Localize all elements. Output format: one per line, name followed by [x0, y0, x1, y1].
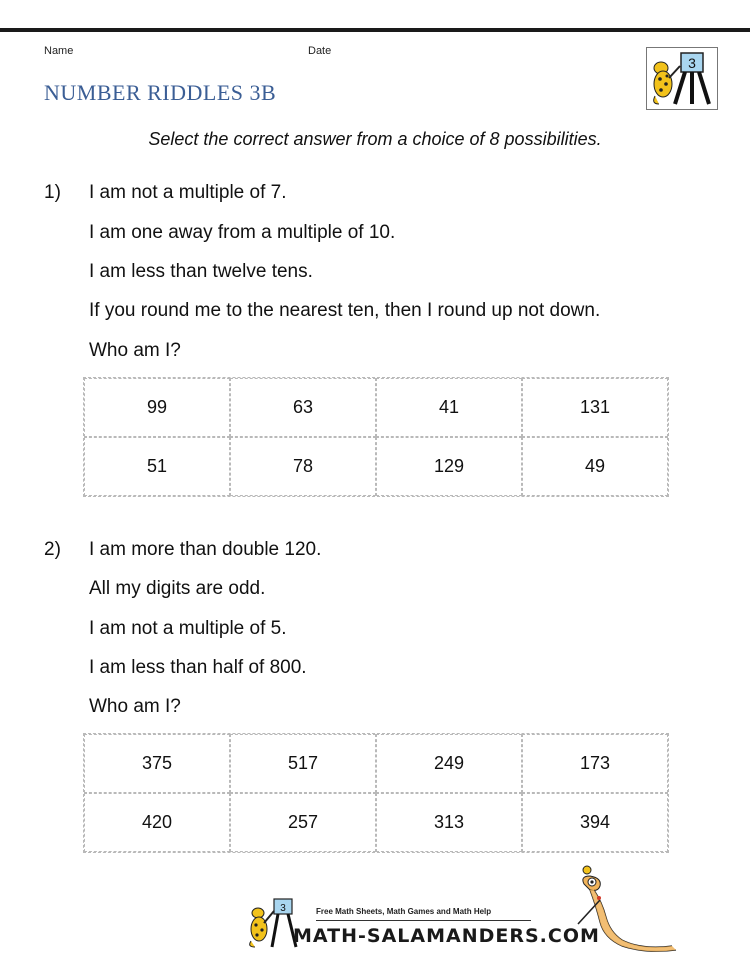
answer-choice[interactable]: 129 [376, 437, 522, 496]
question-line: If you round me to the nearest ten, then I round up not down. [89, 300, 601, 321]
answer-choice[interactable]: 517 [230, 734, 376, 793]
answer-choice[interactable]: 51 [84, 437, 230, 496]
question-line: I am not a multiple of 7. [89, 182, 287, 203]
name-label: Name [44, 45, 74, 57]
grade-badge: 3 [688, 55, 696, 71]
footer-logo-badge: 3 [280, 903, 286, 914]
question-number: 1) [44, 182, 61, 203]
answer-choice[interactable]: 257 [230, 793, 376, 852]
answer-choice[interactable]: 420 [84, 793, 230, 852]
footer-brand-link[interactable]: MATH-SALAMANDERS.COM [293, 925, 600, 947]
answer-choice[interactable]: 49 [522, 437, 668, 496]
question-line: Who am I? [89, 696, 181, 717]
instructions: Select the correct answer from a choice of 8 possibilities. [148, 129, 602, 149]
question-number: 2) [44, 539, 61, 560]
footer-tagline: Free Math Sheets, Math Games and Math Help [316, 907, 492, 916]
page-title: NUMBER RIDDLES 3B [44, 80, 277, 105]
answer-choice[interactable]: 375 [84, 734, 230, 793]
answer-choice[interactable]: 99 [84, 378, 230, 437]
question-line: I am one away from a multiple of 10. [89, 222, 396, 243]
answer-choice[interactable]: 63 [230, 378, 376, 437]
answer-choice[interactable]: 41 [376, 378, 522, 437]
answer-choice[interactable]: 131 [522, 378, 668, 437]
salamander-mascot [572, 862, 682, 962]
answer-choice[interactable]: 249 [376, 734, 522, 793]
answer-choice[interactable]: 313 [376, 793, 522, 852]
question-line: Who am I? [89, 340, 181, 361]
answer-choice[interactable]: 173 [522, 734, 668, 793]
salamander-easel-icon [647, 48, 717, 109]
question-line: I am less than half of 800. [89, 657, 307, 678]
salamander-mascot-icon [572, 862, 682, 957]
answer-choice[interactable]: 78 [230, 437, 376, 496]
answer-choice[interactable]: 394 [522, 793, 668, 852]
footer-divider [316, 920, 531, 921]
answer-grid [83, 733, 669, 853]
top-rule [0, 28, 750, 32]
question-line: I am more than double 120. [89, 539, 322, 560]
question-line: I am not a multiple of 5. [89, 618, 287, 639]
date-label: Date [308, 45, 332, 57]
salamander-logo [646, 47, 718, 110]
question-line: I am less than twelve tens. [89, 261, 313, 282]
question-line: All my digits are odd. [89, 578, 266, 599]
answer-grid [83, 377, 669, 497]
